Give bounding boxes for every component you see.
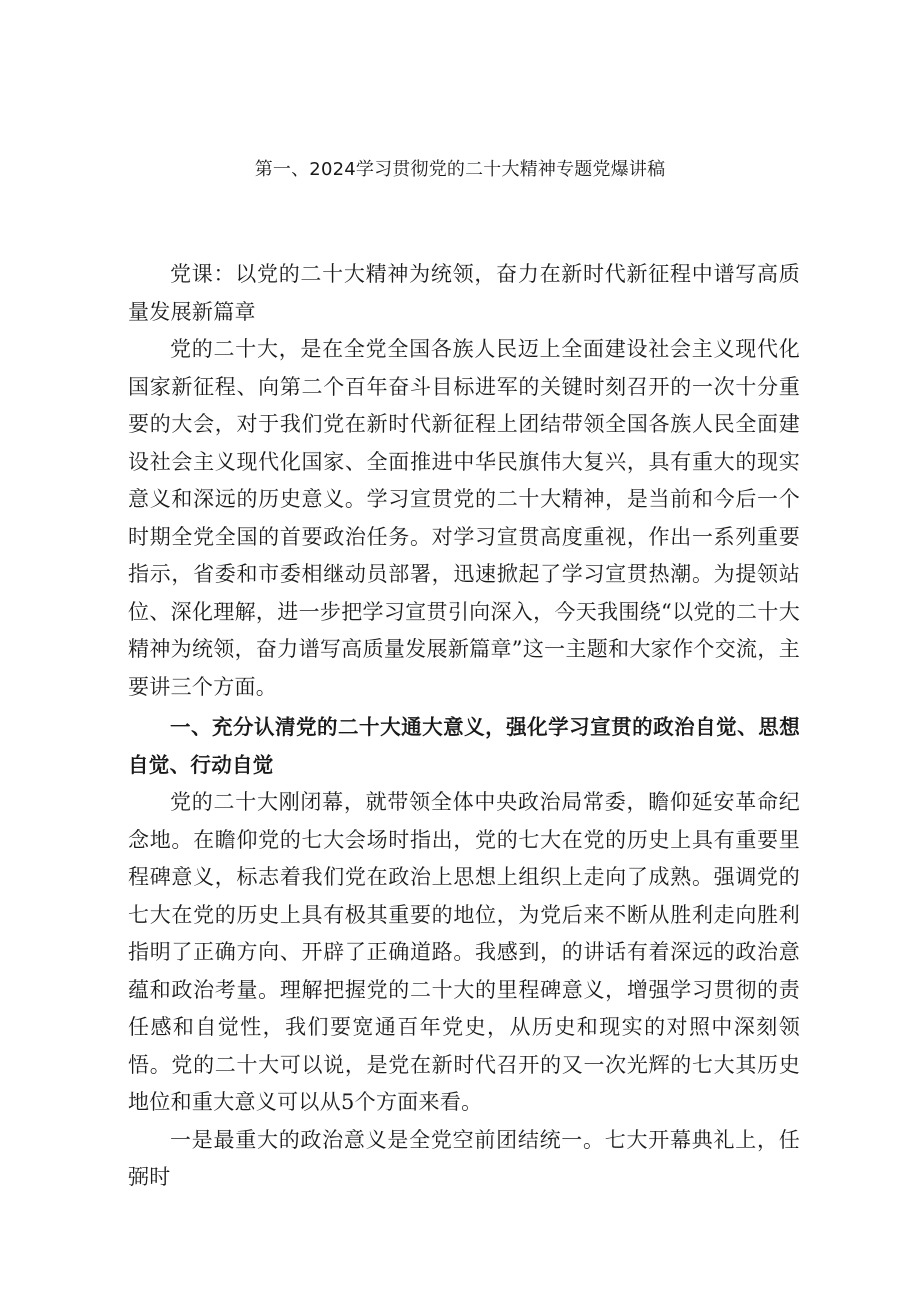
paragraph-point-1: 一是最重大的政治意义是全党空前团结统一。七大开幕典礼上，任弼时: [128, 1127, 800, 1189]
paragraph-intro: 党的二十大，是在全党全国各族人民迈上全面建设社会主义现代化国家新征程、向第二个百年奋斗目标进军的关键时刻召开的一次十分重要的大会，对于我们党在新时代新征程上团结带领全国各族人民全面建设社会主义现代化国家、全面推进中华民旗伟大复兴，具有重大的现实意义和深远的历史意义。学习宣贯党的二十大精神，是当前和今后一个时期全党全国的首要政治任务。对学习宣贯高度重视，作出一系列重要指示，省委和市委相继动员部署，迅速掀起了学习宣贯热潮。为提领站位、深化理解，进一步把学习宣贯引向深入，今天我围绕“以党的二十大精神为统领，奋力谱写高质量发展新篇章”这一主题和大家作个交流，主要讲三个方面。: [128, 337, 800, 699]
paragraph-section-1: 党的二十大刚闭幕，就带领全体中央政治局常委，瞻仰延安革命纪念地。在瞻仰党的七大会场时指出，党的七大在党的历史上具有重要里程碑意义，标志着我们党在政治上思想上组织上走向了成熟。强调党的七大在党的历史上具有极其重要的地位，为党后来不断从胜利走向胜利指明了正确方向、开辟了正确道路。我感到，的讲话有着深远的政治意蕴和政治考量。理解把握党的二十大的里程碑意义，增强学习贯彻的责任感和自觉性，我们要宽通百年党史，从历史和现实的对照中深刻领悟。党的二十大可以说，是党在新时代召开的又一次光辉的七大其历史地位和重大意义可以从5个方面来看。: [128, 790, 800, 1114]
document-body: [128, 256, 800, 1197]
document-title: 第一、2024学习贯彻党的二十大精神专题党爆讲稿: [254, 159, 666, 180]
paragraph-lesson-topic: 党课：以党的二十大精神为统领，奋力在新时代新征程中谱写高质量发展新篇章: [128, 262, 800, 324]
section-heading-1: 一、充分认清党的二十大通大意义，强化学习宣贯的政治自觉、思想自觉、行动自觉: [128, 715, 800, 777]
